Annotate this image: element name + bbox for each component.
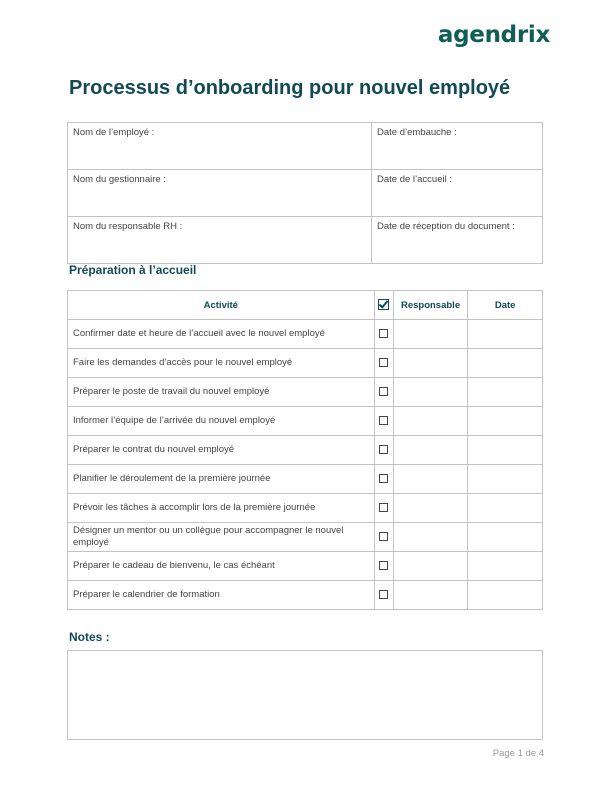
- checkbox[interactable]: [379, 590, 388, 599]
- activity-label: Confirmer date et heure de l’accueil avec le nouvel employé: [68, 320, 375, 349]
- activity-label: Faire les demandes d’accès pour le nouvel employé: [68, 349, 375, 378]
- date-field[interactable]: [468, 407, 543, 436]
- header-check: [374, 291, 393, 320]
- checked-box-icon: [378, 299, 389, 310]
- notes-field[interactable]: [67, 650, 543, 740]
- checkbox-cell: [374, 436, 393, 465]
- table-row: [68, 523, 543, 552]
- activity-label: Préparer le cadeau de bienvenu, le cas échéant: [68, 552, 375, 581]
- info-row: [68, 217, 543, 264]
- responsible-field[interactable]: [393, 494, 468, 523]
- date-field[interactable]: [468, 378, 543, 407]
- responsible-field[interactable]: [393, 436, 468, 465]
- employee-info-table: [67, 122, 543, 264]
- activity-label: Préparer le contrat du nouvel employé: [68, 436, 375, 465]
- table-row: [68, 552, 543, 581]
- info-field-left[interactable]: Nom du responsable RH :: [68, 217, 372, 264]
- header-responsible: Responsable: [393, 291, 468, 320]
- responsible-field[interactable]: [393, 552, 468, 581]
- info-field-right[interactable]: Date de réception du document :: [372, 217, 543, 264]
- checkbox[interactable]: [379, 329, 388, 338]
- date-field[interactable]: [468, 494, 543, 523]
- agendrix-logo: agendrix: [437, 22, 550, 48]
- info-row: [68, 123, 543, 170]
- activity-label: Prévoir les tâches à accomplir lors de la première journée: [68, 494, 375, 523]
- table-row: [68, 494, 543, 523]
- info-field-left[interactable]: Nom de l’employé :: [68, 123, 372, 170]
- checkbox-cell: [374, 407, 393, 436]
- checkbox[interactable]: [379, 503, 388, 512]
- date-field[interactable]: [468, 465, 543, 494]
- info-field-right[interactable]: Date d’embauche :: [372, 123, 543, 170]
- checkbox[interactable]: [379, 387, 388, 396]
- table-row: [68, 436, 543, 465]
- section-title: Préparation à l’accueil: [69, 263, 197, 277]
- date-field[interactable]: [468, 320, 543, 349]
- checkbox-cell: [374, 552, 393, 581]
- activity-label: Préparer le poste de travail du nouvel employé: [68, 378, 375, 407]
- page-title: Processus d’onboarding pour nouvel employé: [69, 77, 511, 99]
- checkbox-cell: [374, 349, 393, 378]
- table-row: [68, 581, 543, 610]
- checkbox-cell: [374, 523, 393, 552]
- checkbox[interactable]: [379, 561, 388, 570]
- checkbox-cell: [374, 465, 393, 494]
- header-date: Date: [468, 291, 543, 320]
- checkbox[interactable]: [379, 474, 388, 483]
- checkbox[interactable]: [379, 358, 388, 367]
- info-row: [68, 170, 543, 217]
- checkbox[interactable]: [379, 532, 388, 541]
- checkbox[interactable]: [379, 416, 388, 425]
- date-field[interactable]: [468, 581, 543, 610]
- activity-label: Informer l’équipe de l’arrivée du nouvel employé: [68, 407, 375, 436]
- date-field[interactable]: [468, 436, 543, 465]
- table-row: [68, 378, 543, 407]
- checkbox-cell: [374, 320, 393, 349]
- date-field[interactable]: [468, 552, 543, 581]
- checklist-table: [67, 290, 543, 610]
- info-field-right[interactable]: Date de l’accueil :: [372, 170, 543, 217]
- responsible-field[interactable]: [393, 349, 468, 378]
- table-row: [68, 407, 543, 436]
- responsible-field[interactable]: [393, 523, 468, 552]
- checkbox-cell: [374, 581, 393, 610]
- checklist-header-row: [68, 291, 543, 320]
- checkbox-cell: [374, 494, 393, 523]
- activity-label: Planifier le déroulement de la première journée: [68, 465, 375, 494]
- checkbox[interactable]: [379, 445, 388, 454]
- table-row: [68, 465, 543, 494]
- checkbox-cell: [374, 378, 393, 407]
- notes-label: Notes :: [69, 630, 110, 644]
- info-field-left[interactable]: Nom du gestionnaire :: [68, 170, 372, 217]
- activity-label: Désigner un mentor ou un collègue pour accompagner le nouvel employé: [68, 523, 375, 552]
- responsible-field[interactable]: [393, 581, 468, 610]
- responsible-field[interactable]: [393, 378, 468, 407]
- table-row: [68, 349, 543, 378]
- responsible-field[interactable]: [393, 320, 468, 349]
- date-field[interactable]: [468, 349, 543, 378]
- date-field[interactable]: [468, 523, 543, 552]
- responsible-field[interactable]: [393, 407, 468, 436]
- page-number: Page 1 de 4: [492, 748, 544, 759]
- header-activity: Activité: [68, 291, 375, 320]
- activity-label: Préparer le calendrier de formation: [68, 581, 375, 610]
- table-row: [68, 320, 543, 349]
- responsible-field[interactable]: [393, 465, 468, 494]
